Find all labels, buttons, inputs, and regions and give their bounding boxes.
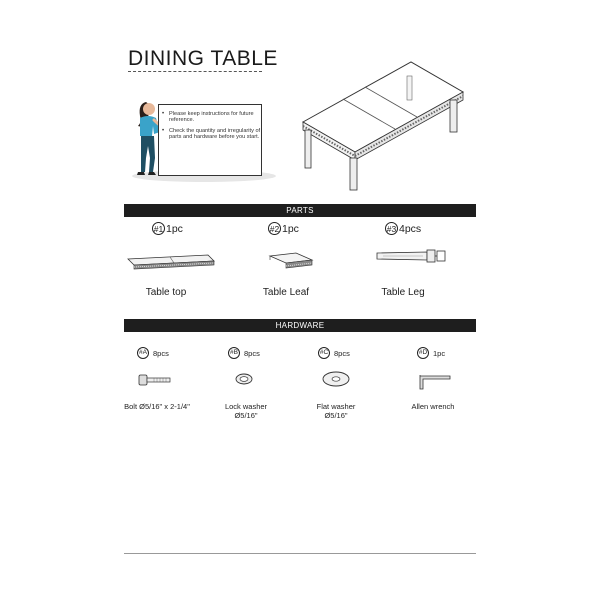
notice-item: • Check the quantity and irregularity of parts and hardware before you start.: [169, 128, 261, 141]
hardware-header: HARDWARE: [124, 319, 476, 332]
hw-badge: #D: [417, 347, 429, 359]
hw-qty-c: [318, 347, 350, 359]
part-qty: 4pcs: [399, 222, 422, 235]
hw-name: [383, 402, 483, 411]
hw-qty-a: [137, 347, 169, 359]
hw-qty: 8pcs: [334, 348, 350, 358]
page-title: DINING TABLE: [128, 47, 278, 70]
title-underline: [128, 71, 262, 72]
table-leaf-icon: [266, 250, 316, 272]
part-qty-3: [385, 222, 421, 235]
notice-list: [159, 111, 261, 141]
part-qty-2: [268, 222, 299, 235]
hw-qty-d: [417, 347, 445, 359]
hw-qty: 1pc: [433, 348, 446, 358]
lock-washer-icon: [234, 372, 254, 386]
flat-washer-icon: [321, 370, 351, 388]
table-leg-icon: [375, 248, 450, 264]
hw-name-text: Allen wrench: [411, 402, 455, 411]
part-badge: #2: [269, 224, 280, 234]
parts-header: PARTS: [124, 204, 476, 217]
hw-badge: #B: [228, 347, 240, 359]
part-name: Table top: [145, 287, 187, 298]
part-badge: #1: [153, 224, 164, 234]
part-badge: #3: [386, 224, 397, 234]
part-name: Table Leaf: [262, 287, 310, 298]
hw-name-text: Flat washer: [316, 402, 356, 411]
hw-qty: 8pcs: [244, 348, 260, 358]
hw-qty: 8pcs: [153, 348, 169, 358]
allen-wrench-icon: [414, 373, 454, 393]
hw-name: [196, 402, 296, 420]
bolt-icon: [138, 373, 172, 387]
hw-badge: #C: [318, 347, 330, 359]
part-qty: 1pc: [282, 222, 299, 235]
dining-table-illustration: [295, 58, 470, 193]
hw-size-text: Ø5/16": [324, 411, 348, 420]
part-name: Table Leg: [381, 287, 425, 298]
hw-qty-b: [228, 347, 260, 359]
part-qty-1: [152, 222, 183, 235]
hw-badge: #A: [137, 347, 149, 359]
hw-name-text: Lock washer: [224, 402, 268, 411]
hw-name: [286, 402, 386, 420]
footer-rule: [124, 553, 476, 554]
part-qty: 1pc: [166, 222, 183, 235]
notice-box: [158, 104, 262, 176]
hw-name-text: Bolt Ø5/16" x 2-1/4": [124, 402, 190, 411]
table-top-icon: [126, 253, 216, 271]
hw-name: [107, 402, 207, 411]
notice-item: • Please keep instructions for future reference.: [169, 111, 261, 124]
hw-size-text: Ø5/16": [234, 411, 258, 420]
